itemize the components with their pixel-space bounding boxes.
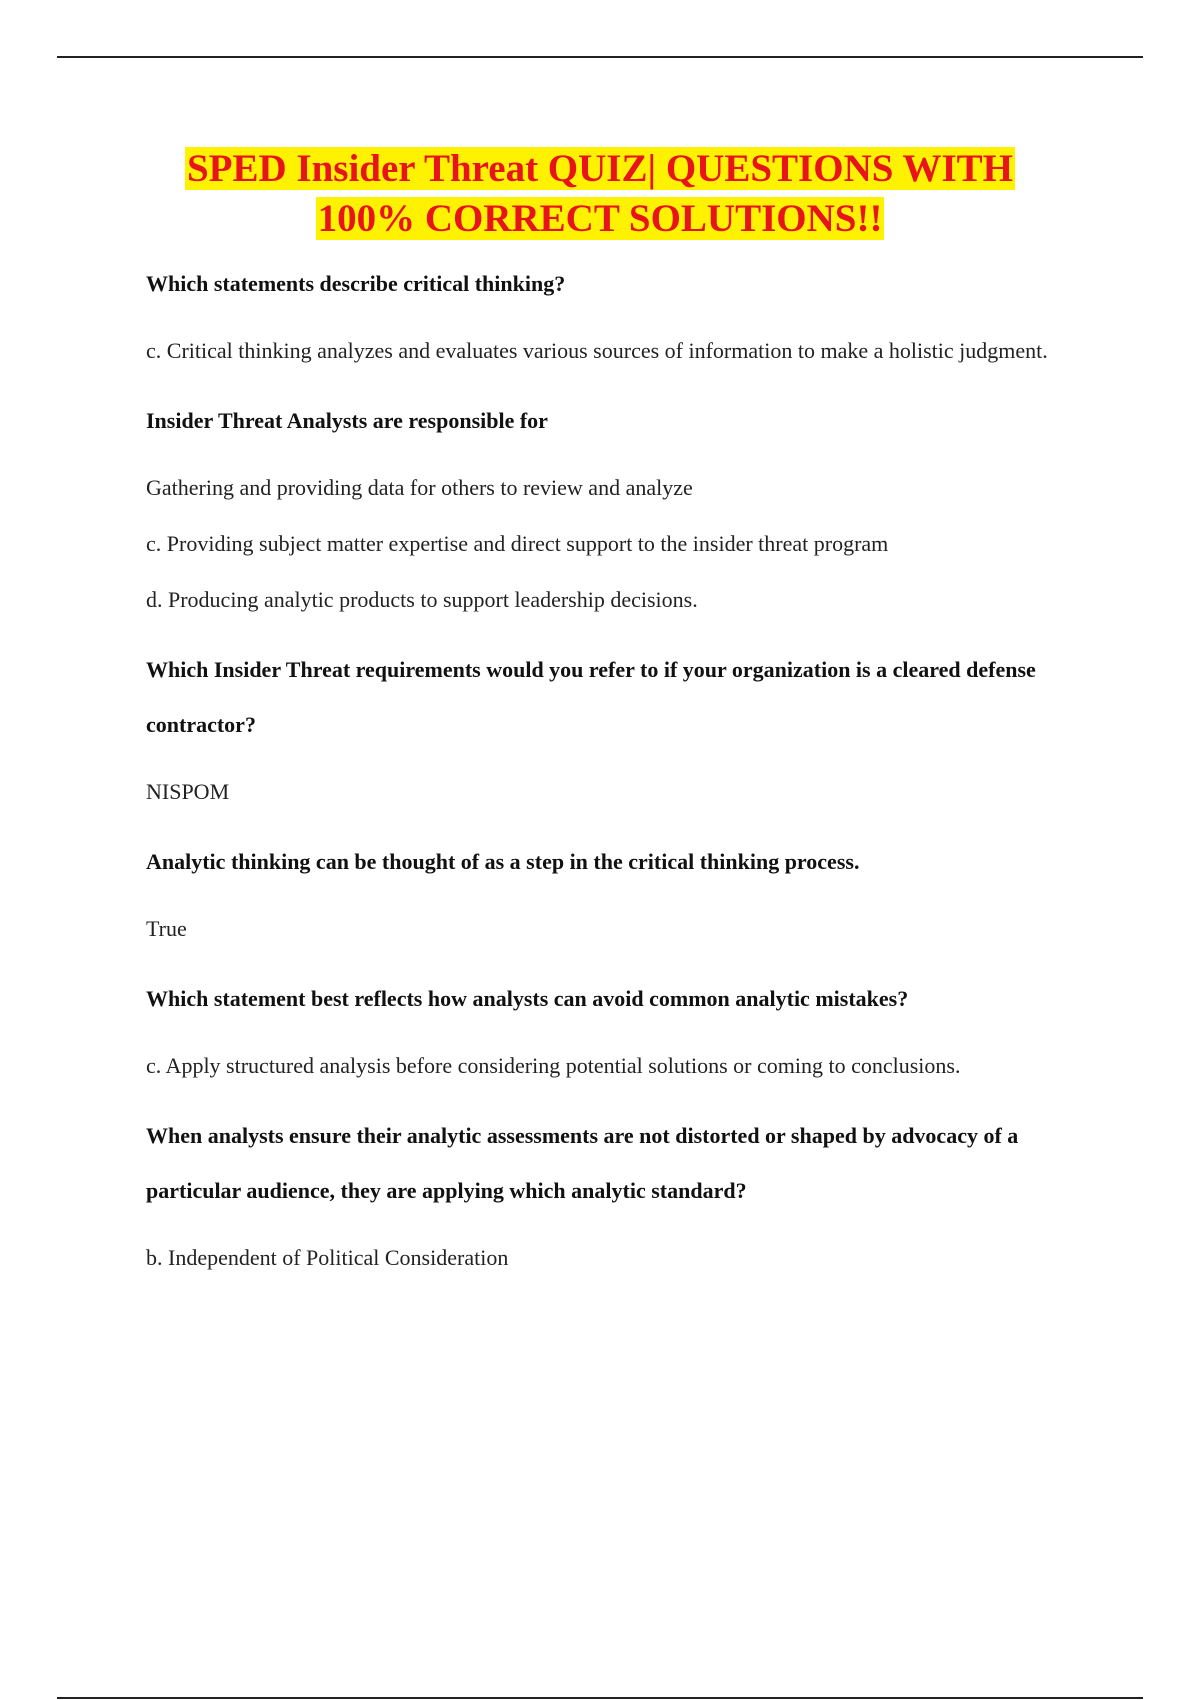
qa-item: [146, 256, 1106, 379]
answer-list: [146, 460, 1106, 628]
question: Analytic thinking can be thought of as a step in the critical thinking process.: [146, 849, 860, 874]
answer-list: [146, 1038, 1106, 1094]
answer: b. Independent of Political Consideration: [146, 1245, 509, 1270]
document-title: [0, 144, 1200, 244]
answer: c. Critical thinking analyzes and evaluates various sources of information to make a holistic judgment.: [146, 338, 1048, 363]
answer: NISPOM: [146, 779, 230, 804]
answer-list: [146, 323, 1106, 379]
qa-item: [146, 393, 1106, 628]
qa-content: [146, 256, 1106, 1300]
question: Which Insider Threat requirements would you refer to if your organization is a cleared defense contractor?: [146, 657, 1036, 737]
bottom-rule: [57, 1697, 1143, 1699]
answer: True: [146, 916, 187, 941]
answer: c. Apply structured analysis before considering potential solutions or coming to conclusions.: [146, 1053, 961, 1078]
question: Which statement best reflects how analysts can avoid common analytic mistakes?: [146, 986, 909, 1011]
answer: Gathering and providing data for others to review and analyze: [146, 475, 693, 500]
question: When analysts ensure their analytic assessments are not distorted or shaped by advocacy of a particular audience, they are applying which analytic standard?: [146, 1123, 1019, 1203]
qa-item: [146, 1108, 1106, 1286]
answer-list: [146, 901, 1106, 957]
top-rule: [57, 56, 1143, 58]
question: Insider Threat Analysts are responsible for: [146, 408, 548, 433]
qa-item: [146, 834, 1106, 957]
qa-item: [146, 642, 1106, 820]
question: Which statements describe critical thinking?: [146, 271, 566, 296]
answer-list: [146, 1230, 1106, 1286]
qa-item: [146, 971, 1106, 1094]
title-line-2: 100% CORRECT SOLUTIONS!!: [317, 197, 883, 240]
answer: c. Providing subject matter expertise and direct support to the insider threat program: [146, 531, 889, 556]
title-line-1: SPED Insider Threat QUIZ| QUESTIONS WITH: [186, 147, 1013, 190]
answer-list: [146, 764, 1106, 820]
answer: d. Producing analytic products to support leadership decisions.: [146, 587, 698, 612]
